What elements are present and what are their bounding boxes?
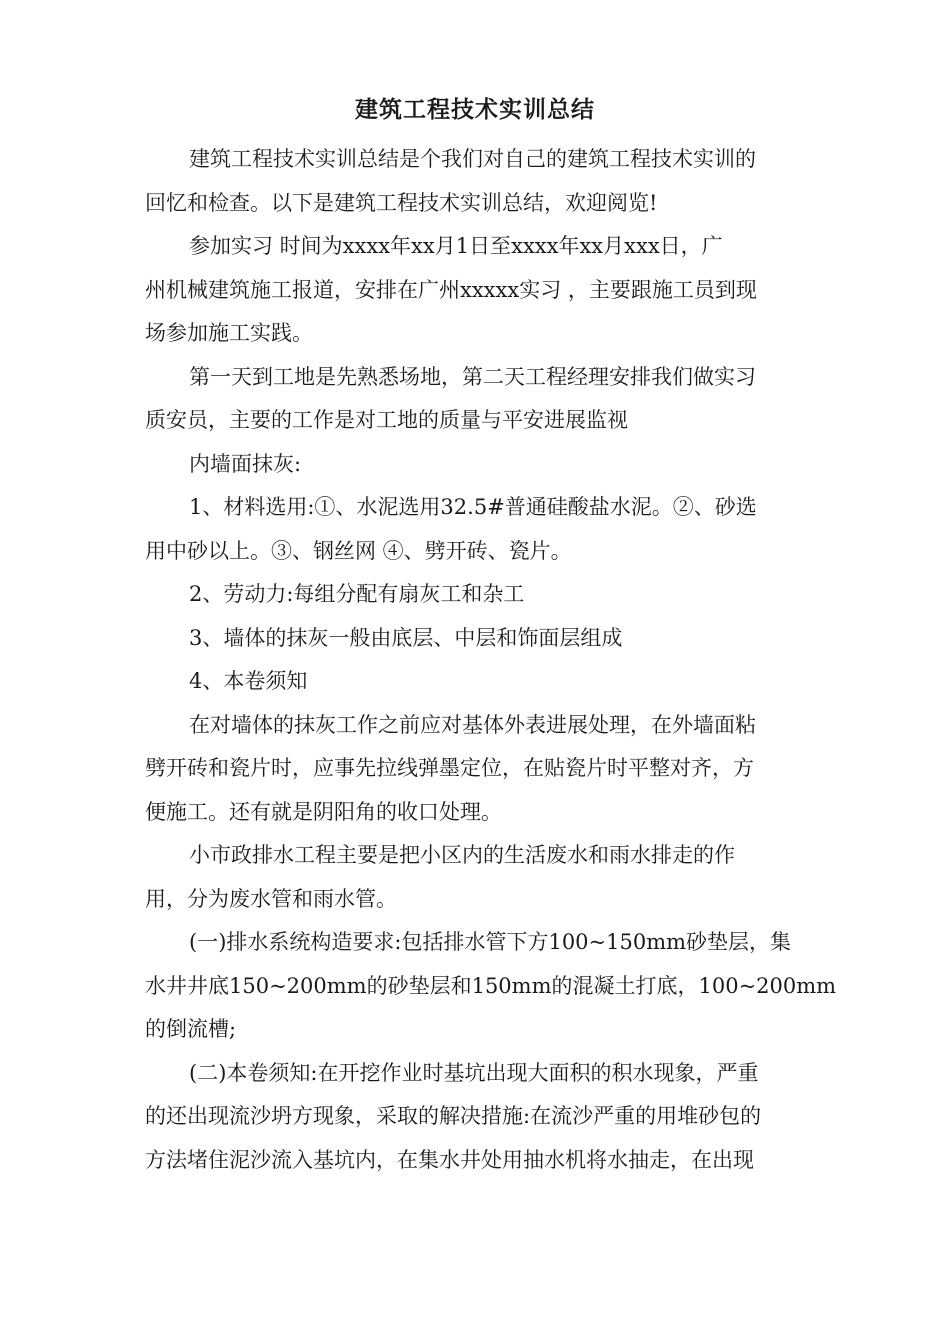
- text-line: 1、材料选用:①、水泥选用32.5#普通硅酸盐水泥。②、砂选: [189, 495, 757, 519]
- text-line: 的倒流槽;: [145, 1017, 237, 1041]
- text-line: 州机械建筑施工报道，安排在广州xxxxx实习 ，主要跟施工员到现: [145, 278, 757, 302]
- text-line: 2、劳动力:每组分配有扇灰工和杂工: [189, 582, 525, 606]
- text-line: 用中砂以上。③、钢丝网 ④、劈开砖、瓷片。: [145, 539, 572, 563]
- text-line: 4、本卷须知: [189, 669, 308, 693]
- text-line: 回忆和检查。以下是建筑工程技术实训总结，欢迎阅览!: [145, 191, 658, 215]
- text-line: 质安员，主要的工作是对工地的质量与平安进展监视: [145, 408, 628, 432]
- text-line: 建筑工程技术实训总结是个我们对自己的建筑工程技术实训的: [189, 147, 756, 171]
- text-line: 内墙面抹灰:: [189, 452, 302, 476]
- text-line: 用，分为废水管和雨水管。: [145, 887, 397, 911]
- document-title: 建筑工程技术实训总结: [355, 96, 595, 123]
- text-line: 水井井底150~200mm的砂垫层和150mm的混凝土打底，100~200mm: [145, 974, 837, 998]
- text-line: 的还出现流沙坍方现象，采取的解决措施:在流沙严重的用堆砂包的: [145, 1104, 762, 1128]
- text-line: 场参加施工实践。: [145, 321, 313, 345]
- text-line: 参加实习 时间为xxxx年xx月1日至xxxx年xx月xxx日，广: [189, 234, 723, 258]
- text-line: 小市政排水工程主要是把小区内的生活废水和雨水排走的作: [189, 843, 735, 867]
- text-line: (二)本卷须知:在开挖作业时基坑出现大面积的积水现象，严重: [189, 1061, 759, 1085]
- text-line: 在对墙体的抹灰工作之前应对基体外表进展处理，在外墙面粘: [189, 713, 756, 737]
- text-line: 方法堵住泥沙流入基坑内，在集水井处用抽水机将水抽走，在出现: [145, 1148, 754, 1172]
- text-line: 第一天到工地是先熟悉场地，第二天工程经理安排我们做实习: [189, 365, 756, 389]
- text-line: 3、墙体的抹灰一般由底层、中层和饰面层组成: [189, 626, 623, 650]
- text-line: (一)排水系统构造要求:包括排水管下方100~150mm砂垫层，集: [189, 930, 792, 954]
- text-line: 便施工。还有就是阴阳角的收口处理。: [145, 800, 502, 824]
- text-line: 劈开砖和瓷片时，应事先拉线弹墨定位，在贴瓷片时平整对齐，方: [145, 756, 754, 780]
